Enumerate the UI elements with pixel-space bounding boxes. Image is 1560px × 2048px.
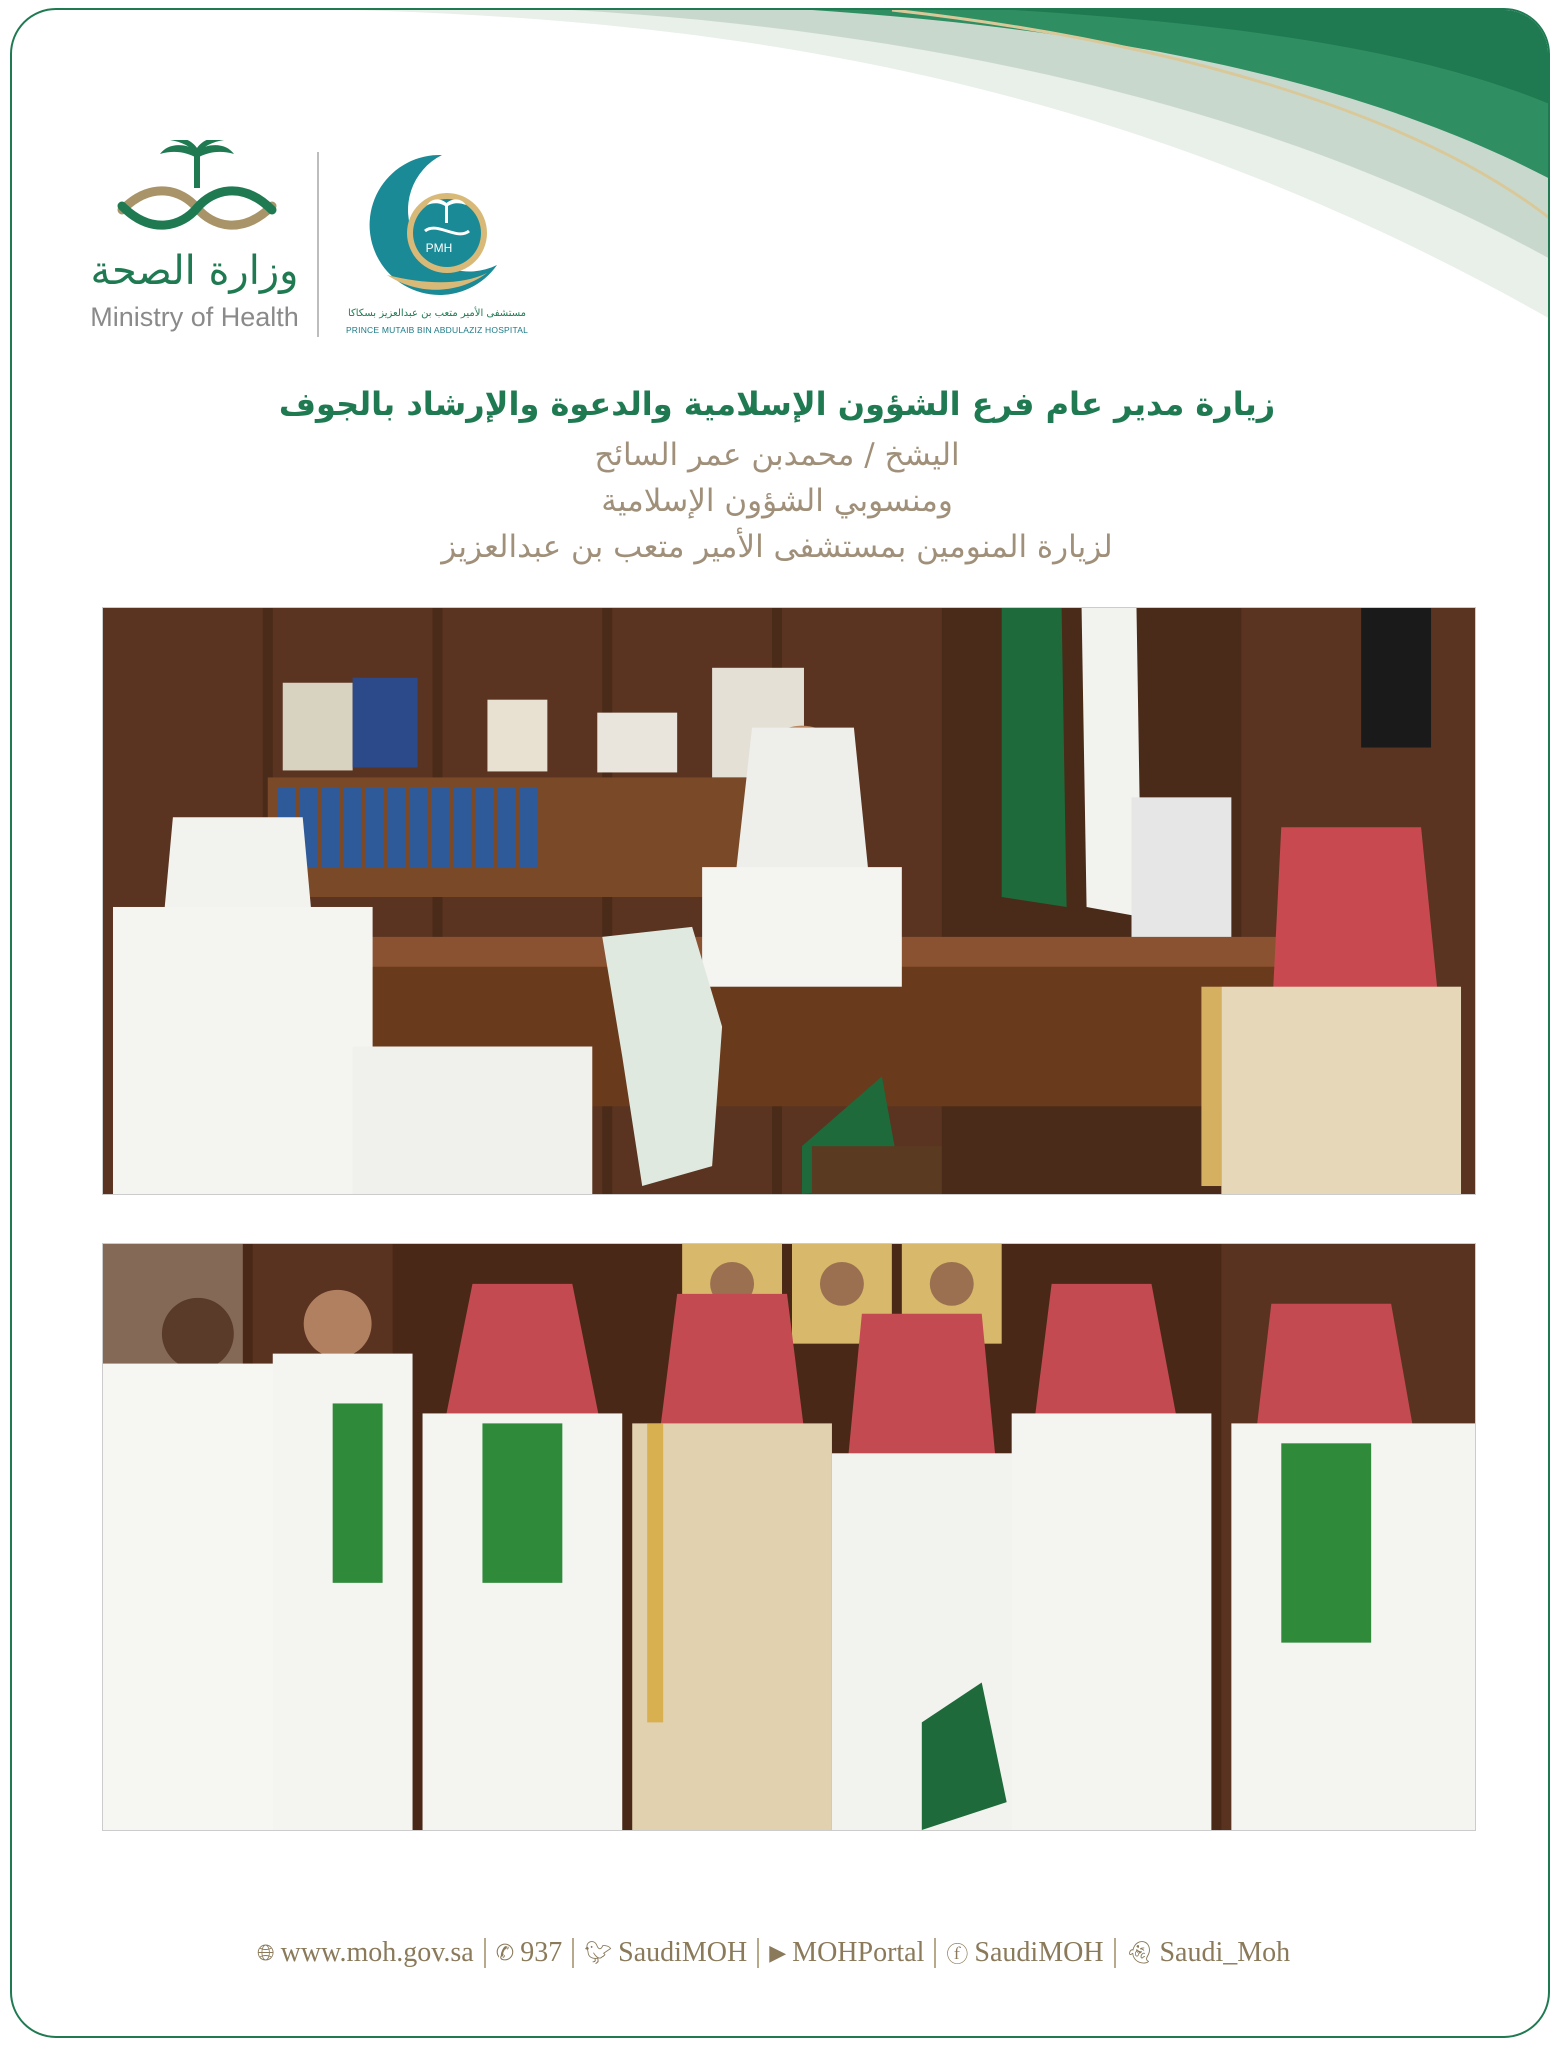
footer-website[interactable] [247, 1937, 484, 1969]
headline-line-3: لزيارة المنومين بمستشفى الأمير متعب بن عبدالعزيز [441, 529, 1113, 565]
office-meeting-photo-icon [103, 608, 1475, 1194]
headline-line-2: ومنسوبي الشؤون الإسلامية [601, 483, 953, 519]
footer-youtube[interactable] [759, 1937, 934, 1969]
pmh-logo [337, 145, 537, 345]
palm-swords-emblem-icon [112, 140, 282, 250]
globe-icon: 🌐︎ [257, 1940, 275, 1966]
footer-snapchat[interactable] [1116, 1937, 1301, 1969]
crescent-hands-emblem-icon [347, 145, 517, 305]
group-photo-icon [103, 1244, 1475, 1830]
headline-main: زيارة مدير عام فرع الشؤون الإسلامية والدعوة والإرشاد بالجوف [278, 385, 1276, 423]
moh-arabic-name: وزارة الصحة [90, 248, 299, 294]
footer-phone-text: 937 [520, 1937, 563, 1968]
facebook-icon: ⓕ [946, 1942, 969, 1968]
twitter-icon: 🐦︎ [584, 1940, 613, 1966]
headline-line-1: اليشخ / محمدبن عمر السائح [594, 437, 960, 473]
moh-english-name: Ministry of Health [90, 302, 299, 332]
footer-facebook[interactable] [936, 1937, 1113, 1969]
pmh-arabic-name: مستشفى الأمير متعب بن عبدالعزيز بسكاكا [347, 308, 527, 319]
group-photo [102, 1243, 1476, 1831]
page-frame [10, 8, 1550, 2038]
pmh-mark-text: PMH [425, 241, 453, 255]
footer-facebook-text: SaudiMOH [974, 1937, 1104, 1968]
logo-divider [317, 152, 319, 337]
footer-youtube-text: MOHPortal [792, 1937, 925, 1968]
headline-block [212, 380, 1342, 570]
pmh-english-name: PRINCE MUTAIB BIN ABDULAZIZ HOSPITAL [345, 325, 529, 335]
meeting-photo [102, 607, 1476, 1195]
footer-twitter[interactable] [574, 1937, 757, 1969]
youtube-icon: ▶ [769, 1940, 787, 1966]
phone-icon: ✆ [495, 1940, 515, 1966]
footer-contact-bar [247, 1933, 1300, 1973]
footer-website-text: www.moh.gov.sa [280, 1937, 474, 1968]
moh-logo [72, 140, 317, 340]
snapchat-icon: 👻︎ [1125, 1940, 1154, 1966]
footer-snapchat-text: Saudi_Moh [1159, 1937, 1291, 1968]
footer-twitter-text: SaudiMOH [618, 1937, 748, 1968]
footer-phone[interactable] [486, 1937, 572, 1969]
